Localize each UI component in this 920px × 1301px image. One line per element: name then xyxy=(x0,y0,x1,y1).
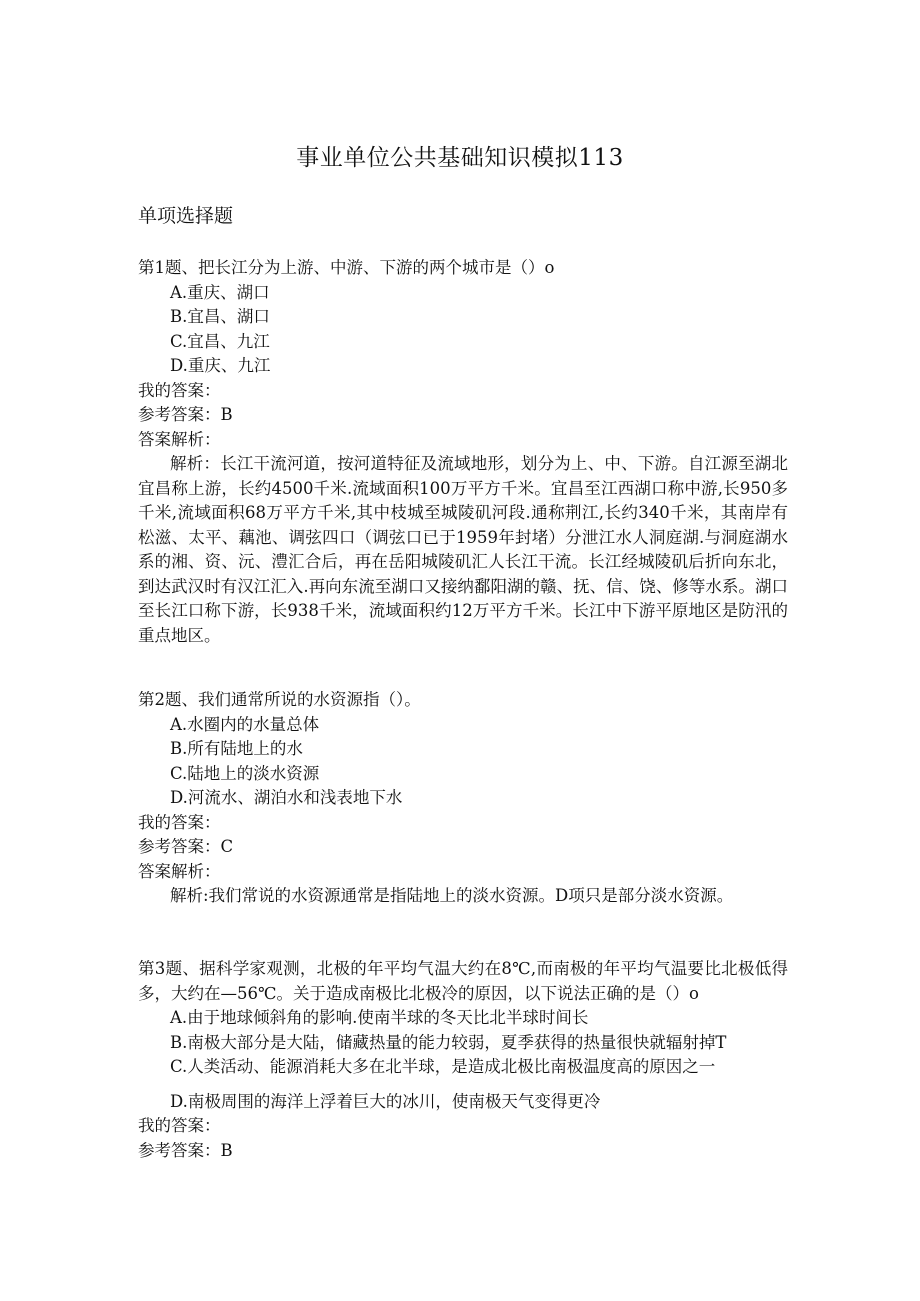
reference-answer-value: B xyxy=(220,405,233,424)
option-b: B.南极大部分是大陆，储藏热量的能力较弱，夏季获得的热量很快就辐射掉T xyxy=(170,1032,727,1052)
analysis-text: 解析：长江干流河道，按河道特征及流域地形，划分为上、中、下游。自江源至湖北宜昌称上游，长约4500千米.流域面积100万平方千米。宜昌至江西湖口称中游,长950多千米,流域面积68万平方千米,其中枝城至城陵矶河段.通称荆江,长约340千米，其南岸有松滋、太平、藕池、调弦四口（调弦口已于1959年封堵）分泄江水人洞庭湖.与洞庭湖水系的湘、资、沅、澧汇合后，再在岳阳城陵矶汇人长江干流。长江经城陵矶后折向东北，到达武汉时有汉江汇入.再向东流至湖口又接纳鄱阳湖的赣、抚、信、饶、修等水系。湖口至长江口称下游，长938千米，流域面积约12万平方千米。长江中下游平原地区是防汛的重点地区。 xyxy=(138,454,788,645)
option-d: D.重庆、九江 xyxy=(170,356,271,375)
question-stem: 第3题、据科学家观测，北极的年平均气温大约在8℃,而南极的年平均气温要比北极低得多，大约在—56℃。关于造成南极比北极冷的原因，以下说法正确的是（）o xyxy=(138,959,788,1003)
spacer xyxy=(138,1080,788,1090)
question-stem: 第1题、把长江分为上游、中游、下游的两个城市是（）o xyxy=(138,258,555,277)
option-d: D.南极周围的海洋上浮着巨大的冰川，使南极天气变得更冷 xyxy=(170,1091,601,1111)
analysis-label: 答案解析： xyxy=(138,429,221,449)
reference-answer xyxy=(138,1139,788,1164)
reference-answer-label: 参考答案： xyxy=(138,837,221,856)
option-c: C.宜昌、九江 xyxy=(170,331,270,351)
reference-answer-label: 参考答案： xyxy=(138,1140,221,1160)
reference-answer xyxy=(138,403,788,428)
question-3 xyxy=(138,957,788,1163)
option-d: D.河流水、湖泊水和浅表地下水 xyxy=(170,788,403,807)
reference-answer-label: 参考答案： xyxy=(138,405,221,424)
section-title: 单项选择题 xyxy=(138,205,234,227)
option-a: A.由于地球倾斜角的影响.使南半球的冬天比北半球时间长 xyxy=(170,1008,589,1027)
reference-answer xyxy=(138,835,788,860)
option-c: C.人类活动、能源消耗大多在北半球，是造成北极比南极温度高的原因之一 xyxy=(170,1057,716,1076)
option-b: B.宜昌、湖口 xyxy=(170,307,270,326)
reference-answer-value: C xyxy=(220,837,234,856)
analysis-text: 解析:我们常说的水资源通常是指陆地上的淡水资源。D项只是部分淡水资源。 xyxy=(170,886,734,905)
option-c: C.陆地上的淡水资源 xyxy=(170,763,320,783)
question-stem: 第2题、我们通常所说的水资源指（）。 xyxy=(138,690,421,709)
my-answer-label: 我的答案： xyxy=(138,1116,221,1135)
document-title: 事业单位公共基础知识模拟113 xyxy=(296,145,624,171)
reference-answer-value: B xyxy=(220,1140,233,1160)
option-b: B.所有陆地上的水 xyxy=(170,739,303,758)
my-answer-label: 我的答案： xyxy=(138,380,221,400)
analysis-label: 答案解析： xyxy=(138,861,221,881)
my-answer-label: 我的答案： xyxy=(138,812,221,832)
option-a: A.重庆、湖口 xyxy=(170,282,270,302)
question-2 xyxy=(138,688,788,909)
option-a: A.水圈内的水量总体 xyxy=(170,714,320,734)
question-1 xyxy=(138,256,788,648)
